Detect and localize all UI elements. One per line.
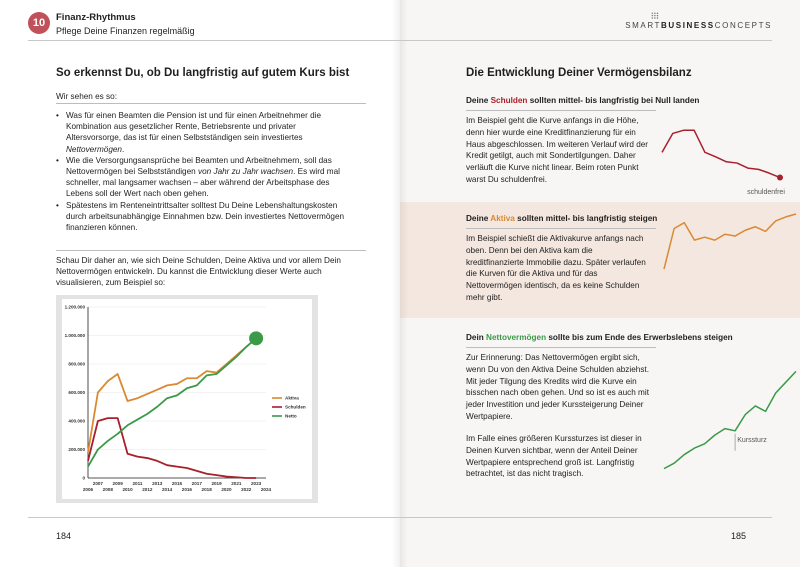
x-tick-label: 2014 (161, 487, 173, 492)
chapter-subtitle: Pflege Deine Finanzen regelmäßig (56, 26, 195, 36)
bullet-item: • Spätestens im Renteneintrittsalter solltest Du Deine Lebenshaltungskosten durch arbeitsunabhängige Einnahmen bzw. Dein investiertes Nettovermögen finanzieren können. (56, 200, 346, 234)
chart-plot-area (62, 299, 312, 499)
x-tick-label: 2008 (102, 487, 113, 492)
header-divider-right (430, 40, 772, 41)
x-tick-label: 2017 (191, 481, 202, 486)
bullet-item: • Wie die Versorgungsansprüche bei Beamten und Arbeitnehmern, soll das Nettovermögen bei Selbstständigen von Jahr zu Jahr wachsen. Es wird mal schneller, mal langsamer wachsen – aber während der Arbeitsphase des Lebens soll der Wert nach oben gehen. (56, 155, 346, 200)
x-tick-label: 2006 (82, 487, 94, 492)
brand-wordmark: SMARTBUSINESSCONCEPTS (625, 21, 772, 30)
y-tick-label: 600.000 (68, 390, 85, 395)
kurssturz-label: Kurssturz (737, 437, 767, 444)
netto-end-marker (249, 331, 263, 345)
schulden-mini-chart (656, 118, 800, 200)
x-tick-label: 2021 (231, 481, 242, 486)
left-paragraph: Schau Dir daher an, wie sich Deine Schulden, Deine Aktiva und vor allem Dein Nettovermögen entwickeln. Du kannst die Entwicklung dieser Werte auch visualisieren, zum Beispiel so: (56, 256, 341, 288)
y-tick-label: 800.000 (68, 361, 85, 367)
intro-divider (56, 103, 366, 104)
footer-divider-right (430, 517, 772, 518)
x-tick-label: 2010 (122, 487, 133, 492)
chapter-title: Finanz-Rhythmus (56, 12, 136, 23)
aktiva-mini-chart (660, 210, 800, 276)
x-tick-label: 2012 (142, 487, 153, 492)
left-heading: So erkennst Du, ob Du langfristig auf gutem Kurs bist (56, 67, 350, 79)
x-tick-label: 2018 (201, 487, 212, 492)
page-number-left: 184 (56, 531, 72, 541)
legend-label: Netto (285, 413, 297, 419)
x-tick-label: 2020 (221, 487, 232, 492)
schuldenfrei-label: schuldenfrei (747, 189, 785, 196)
legend-label: Aktiva (285, 395, 299, 401)
netto-section-title: Dein Nettovermögen sollte bis zum Ende des Erwerbslebens steigen (466, 333, 733, 342)
intro-text: Wir sehen es so: (56, 92, 117, 101)
chapter-badge: 10 (28, 12, 50, 34)
schulden-section-divider (466, 110, 656, 111)
x-tick-label: 2007 (92, 481, 104, 486)
y-tick-label: 0 (82, 475, 85, 481)
x-tick-label: 2022 (241, 487, 252, 492)
schulden-section-title: Deine Schulden sollten mittel- bis langfristig bei Null landen (466, 96, 700, 105)
aktiva-section-title: Deine Aktiva sollten mittel- bis langfristig steigen (466, 214, 658, 223)
aktiva-section-text: Im Beispiel schießt die Aktivakurve anfangs nach oben. Denn bei den Aktiva kam die kreditfinanzierte Immobilie dazu. Später verlaufen die Kurven für die Aktiva und für das Nettovermögen identisch, da es keine Schulden mehr gibt. (466, 234, 646, 302)
netto-section-text-1: Zur Erinnerung: Das Nettovermögen ergibt sich, wenn Du von den Aktiva Deine Schulden abziehst. Mit jeder Tilgung des Kredits wird die Kurve ein bisschen nach oben gehen. Und so ist es auch mit jeder Investition und jeder Kurssteigerung Deiner Wertpapiere. (466, 353, 649, 421)
schulden-section-text: Im Beispiel geht die Kurve anfangs in die Höhe, denn hier wurde eine Kreditfinanzierung für ein Haus abgeschlossen. Im weiteren Verlauf wird der Kredit getilgt, auch mit Sondertilgungen. Daher verläuft die Kurve nicht linear. Beim roten Punkt warst Du schuldenfrei. (466, 116, 649, 184)
schuldenfrei-dot (777, 175, 783, 181)
bullets-divider (56, 250, 366, 251)
vermoegen-chart-svg (56, 295, 318, 503)
y-tick-label: 1.000.000 (64, 333, 85, 338)
bullet-list (56, 110, 346, 233)
netto-section-text-2: Im Falle eines größeren Kurssturzes ist dieser in Deinen Kurven sichtbar, wenn der Anteil Deiner Wertpapiere entsprechend groß ist. Langfristig betrachtet, ist das nicht tragisch. (466, 434, 642, 479)
bullet-item: • Was für einen Beamten die Pension ist und für einen Arbeitnehmer die Kombination aus gesetzlicher Rente, Betriebsrente und privater Altersvorsorge, das ist für einen Selbstständigen sein investiertes Nettovermögen. (56, 110, 346, 155)
aktiva-mini-line (664, 214, 796, 269)
schulden-mini-line (662, 130, 780, 177)
x-tick-label: 2013 (152, 481, 163, 486)
netto-section-divider (466, 347, 656, 348)
x-tick-label: 2015 (171, 481, 183, 486)
x-tick-label: 2024 (260, 487, 272, 492)
vermoegen-chart (56, 295, 318, 503)
x-tick-label: 2011 (132, 481, 143, 486)
aktiva-section-divider (466, 228, 656, 229)
y-tick-label: 1.200.000 (64, 304, 85, 310)
netto-mini-line (664, 371, 796, 468)
x-tick-label: 2023 (250, 481, 262, 486)
y-tick-label: 200.000 (68, 447, 85, 452)
netto-mini-chart (660, 362, 800, 478)
x-tick-label: 2016 (181, 487, 193, 492)
book-gutter (392, 0, 408, 567)
y-tick-label: 400.000 (68, 418, 85, 424)
page-number-right: 185 (731, 531, 747, 541)
brand-logo-icon (651, 12, 659, 19)
legend-label: Schulden (285, 404, 306, 410)
right-heading: Die Entwicklung Deiner Vermögensbilanz (466, 67, 692, 79)
x-tick-label: 2019 (211, 481, 222, 486)
x-tick-label: 2009 (112, 481, 123, 486)
